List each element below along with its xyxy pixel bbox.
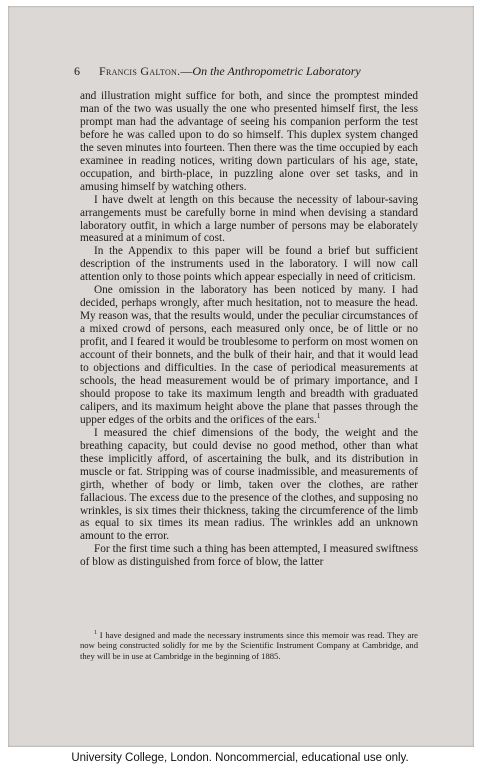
paragraph: For the first time such a thing has been attempted, I measured swiftness of blow as distinguished from force of blow, the latter: [80, 543, 418, 569]
paragraph: [80, 284, 418, 426]
paragraph: I have dwelt at length on this because the necessity of labour-saving arrangements must be carefully borne in mind when devising a standard laboratory outfit, in which a large number of persons may be elaborately measured at a minimum of cost.: [80, 193, 418, 245]
paragraph: and illustration might suffice for both, and since the promptest minded man of the two was usually the one who presented himself first, the less prompt man had the advantage of seeing his companion perform the test before he was called upon to do so himself. This duplex system changed the seven minutes into fourteen. Then there was the time occupied by each examinee in reading notices, writing down particulars of his age, state, occupation, and birth-place, in puzzling alone over set tasks, and in amusing himself by watching others.: [80, 90, 418, 193]
body-text: [80, 90, 418, 569]
paragraph-text: One omission in the laboratory has been noticed by many. I had decided, perhaps wrongly, after much hesitation, not to measure the head. My reason was, that the results would, under the peculiar circumstances of a mixed crowd of persons, each measured only once, be of little or no profit, and I feared it would be troublesome to perform on most women on account of their bonnets, and the bulk of their hair, and that it would lead to objections and difficulties. In the case of periodical measurements at schools, the head measurement would be of primary importance, and I should propose to take its maximum length and breadth with graduated calipers, and its maximum height above the plane that passes through the upper edges of the orbits and the orifices of the ears.: [80, 284, 418, 426]
footnote-marker: 1: [94, 630, 97, 637]
header-separator: —: [180, 64, 193, 78]
image-credit: University College, London. Noncommercial, educational use only.: [71, 752, 409, 764]
paper-title: On the Anthropometric Laboratory: [192, 64, 361, 78]
author-name: Francis Galton.: [99, 64, 181, 78]
footnote: [80, 630, 418, 661]
footnote-text: I have designed and made the necessary instruments since this memoir was read. They are now being constructed solidly for me by the Scientific Instrument Company at Cambridge, and they will be in use at Cambridge in the beginning of 1885.: [80, 630, 418, 661]
page-number: 6: [74, 64, 80, 78]
paragraph: I measured the chief dimensions of the body, the weight and the breathing capacity, but could devise no good method, other than what these implicitly afford, of ascertaining the bulk, and its distribution in muscle or fat. Stripping was of course inadmissible, and measurements of girth, whether of body or limb, taken over the clothes, are rather fallacious. The excess due to the presence of the clothes, and supposing no wrinkles, is six times their thickness, taking the circumference of the limb as equal to six times its mean radius. The wrinkles add an unknown amount to the error.: [80, 426, 418, 543]
paragraph: In the Appendix to this paper will be found a brief but sufficient description of the instruments used in the laboratory. I will now call attention only to those points which appear especially in need of criticism.: [80, 245, 418, 284]
footnote-reference: 1: [316, 412, 321, 421]
running-header: [74, 64, 440, 79]
